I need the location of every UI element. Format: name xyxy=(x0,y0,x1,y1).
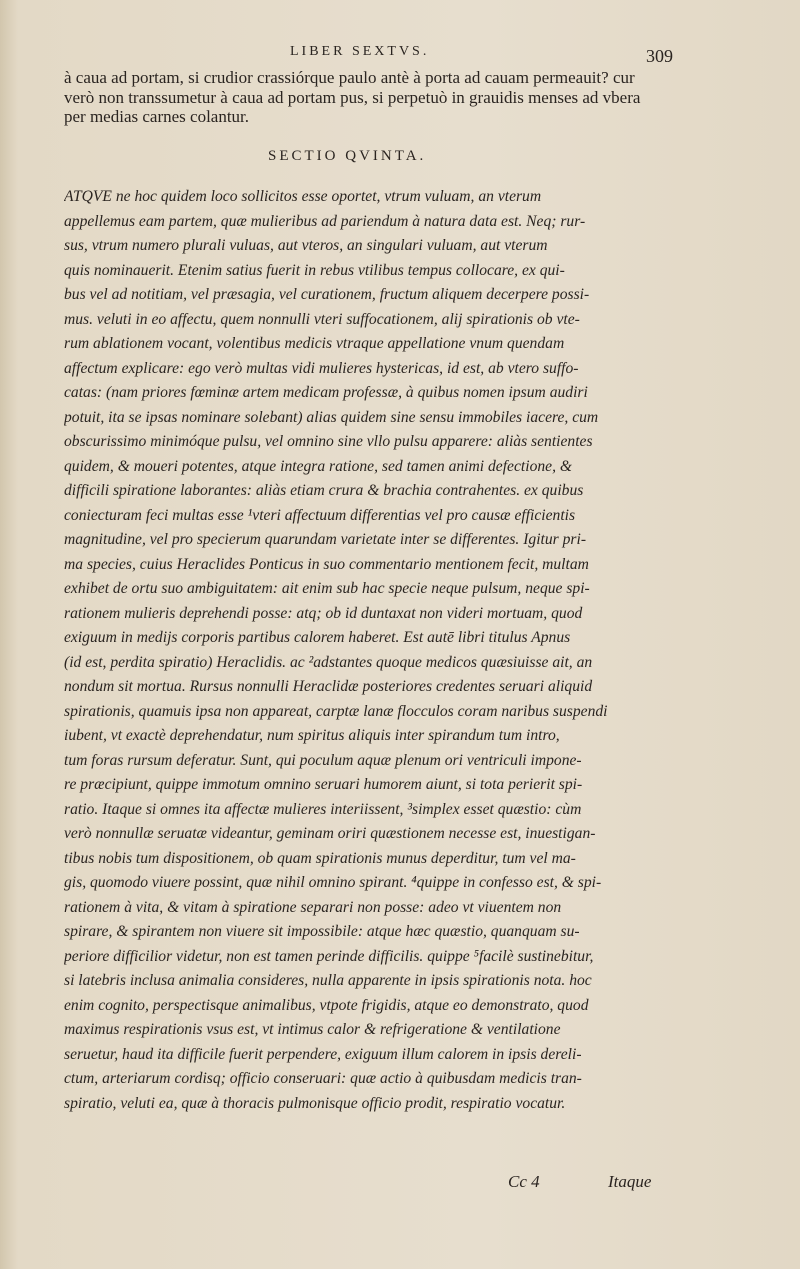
text-line: quidem, & moueri potentes, atque integra ratione, sed tamen animi defectione, & xyxy=(64,457,573,475)
text-line: tum foras rursum deferatur. Sunt, qui poculum aquæ plenum ori ventriculi impone- xyxy=(64,751,582,769)
text-line: si latebris inclusa animalia consideres, nulla apparente in ipsis spirationis nota. hoc xyxy=(64,972,592,989)
text-line: sus, vtrum numero plurali vuluas, aut vteros, an singulari vuluam, aut vterum xyxy=(64,237,548,254)
text-line: spirare, & spirantem non viuere sit impossibile: atque hæc quæstio, quanquam su- xyxy=(64,923,580,940)
text-line: gis, quomodo viuere possint, quæ nihil omnino spirant. ⁴quippe in confesso est, & spi- xyxy=(64,874,602,891)
catchword: Itaque xyxy=(608,1172,652,1191)
text-line: spiratio, veluti ea, quæ à thoracis pulmonisque officio prodit, respiratio vocatur. xyxy=(64,1094,566,1112)
section-title: SECTIO QVINTA. xyxy=(268,148,427,164)
text-line: rum ablationem vocant, volentibus medicis vtraque appellatione vnum quendam xyxy=(64,335,565,352)
text-line: catas: (nam priores fœminæ artem medicam professæ, à quibus nomen ipsum audiri xyxy=(64,384,588,401)
text-line: maximus respirationis vsus est, vt intimus calor & refrigeratione & ventilatione xyxy=(64,1021,561,1038)
text-line: quis nominauerit. Etenim satius fuerit in rebus vtilibus tempus collocare, ex qui- xyxy=(64,261,565,279)
running-title: LIBER SEXTVS. xyxy=(290,44,430,59)
text-line: ctum, arteriarum cordisq; officio conseruari: quæ actio à quibusdam medicis tran- xyxy=(64,1070,582,1087)
main-paragraph xyxy=(64,185,674,1116)
text-line: rationem à vita, & vitam à spiratione separari non posse: adeo vt viuentem non xyxy=(64,898,562,916)
text-line: rationem mulieris deprehendi posse: atq; ob id duntaxat non videri mortuam, quod xyxy=(64,604,583,622)
text-line: seruetur, haud ita difficile fuerit perpendere, exiguum illum calorem in ipsis dereli- xyxy=(64,1045,582,1063)
text-line: (id est, perdita spiratio) Heraclidis. ac ²adstantes quoque medicos quæsiuisse ait, an xyxy=(64,653,593,671)
text-line: ratio. Itaque si omnes ita affectæ mulieres interiissent, ³simplex esset quæstio: cùm xyxy=(64,800,582,818)
text-line: re præcipiunt, quippe immotum omnino seruari humorem aiunt, si tota perierit spi- xyxy=(64,776,583,793)
signature-mark: Cc 4 xyxy=(508,1172,540,1191)
text-line: exiguum in medijs corporis partibus calorem haberet. Est autē libri titulus Apnus xyxy=(64,629,571,646)
text-line: spirationis, quamuis ipsa non appareat, carptæ lanæ flocculos coram naribus suspendi xyxy=(64,702,608,720)
text-line: verò non transsumetur à caua ad portam pus, si perpetuò in grauidis menses ad vbera xyxy=(64,87,641,107)
text-line: ATQVE ne hoc quidem loco sollicitos esse oportet, vtrum vuluam, an vterum xyxy=(64,188,542,205)
text-line: bus vel ad notitiam, vel præsagia, vel curationem, fructum aliquem decerpere possi- xyxy=(64,286,590,303)
text-line: coniecturam feci multas esse ¹vteri affectuum differentias vel pro causæ efficientis xyxy=(64,506,576,524)
text-line: iubent, vt exactè deprehendatur, num spiritus aliquis inter spirandum tum intro, xyxy=(64,727,560,744)
text-line: nondum sit mortua. Rursus nonnulli Heraclidæ posteriores credentes seruari aliquid xyxy=(64,678,593,695)
text-line: verò nonnullæ seruatæ videantur, geminam oriri quæstionem necesse est, inuestigan- xyxy=(64,825,596,842)
text-line: exhibet de ortu suo ambiguitatem: ait enim sub hac specie neque pulsum, neque spi- xyxy=(64,580,590,597)
text-line: potuit, ita se ipsas nominare solebant) alias quidem sine sensu immobiles iacere, cum xyxy=(64,408,599,426)
text-line: à caua ad portam, si crudior crassiórque paulo antè à porta ad cauam permeauit? cur xyxy=(64,68,635,87)
text-line: obscurissimo minimóque pulsu, vel omnino sine vllo pulsu apparere: aliàs sentientes xyxy=(64,433,593,450)
text-line: mus. veluti in eo affectu, quem nonnulli vteri suffocationem, alij spirationis ob vte- xyxy=(64,310,580,328)
text-line: appellemus eam partem, quæ mulieribus ad pariendum à natura data est. Neq; rur- xyxy=(64,212,586,230)
text-line: tibus nobis tum dispositionem, ob quam spirationis munus deperditur, tum vel ma- xyxy=(64,849,576,867)
text-line: difficili spiratione laborantes: aliàs etiam crura & brachia contrahentes. ex quibus xyxy=(64,482,584,499)
running-head xyxy=(0,44,800,64)
text-line: affectum explicare: ego verò multas vidi mulieres hystericas, id est, ab vtero suffo- xyxy=(64,359,579,377)
page-number: 309 xyxy=(646,46,673,66)
text-line: enim cognito, perspectisque animalibus, vtpote frigidis, atque eo demonstrato, quod xyxy=(64,996,589,1014)
text-line: per medias carnes colantur. xyxy=(64,107,250,126)
text-line: ma species, cuius Heraclides Ponticus in suo commentario mentionem fecit, multam xyxy=(64,555,589,573)
text-line: magnitudine, vel pro specierum quarundam varietate inter se differentes. Igitur pri- xyxy=(64,531,587,548)
intro-paragraph xyxy=(64,68,674,127)
text-line: periore difficilior videtur, non est tamen perinde difficilis. quippe ⁵facilè sustinebitur, xyxy=(64,947,594,965)
